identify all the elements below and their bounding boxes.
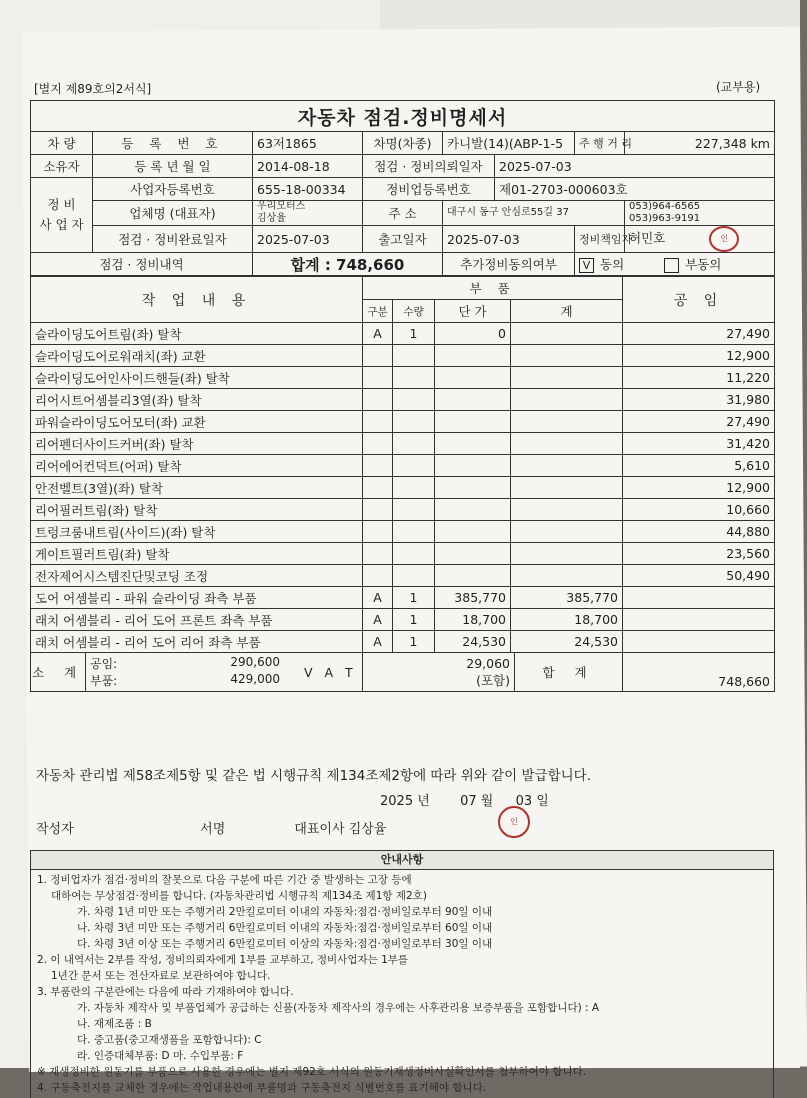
labor-cell <box>623 631 775 653</box>
note-line: 1. 정비업자가 점검·정비의 잘못으로 다음 구분에 따른 기간 중 발생하는 고장 등에 <box>37 874 412 886</box>
work-cell: 리어시트어셈블리3열(좌) 탈착 <box>31 389 363 411</box>
business-label <box>31 178 93 253</box>
labor-cell: 12,900 <box>623 345 775 367</box>
labor-cell: 31,420 <box>623 433 775 455</box>
sum-cell <box>511 543 623 565</box>
shop-reg-label: 정비업등록번호 <box>363 178 495 201</box>
issue-date <box>380 790 549 809</box>
request-date-label: 점검 · 정비의뢰일자 <box>363 155 495 178</box>
type-cell: A <box>363 587 393 609</box>
qty-cell <box>393 433 435 455</box>
qty-cell: 1 <box>393 631 435 653</box>
vat-label: V A T <box>304 664 357 680</box>
vat-note: (포함) <box>476 672 510 688</box>
subtotal-labor-label: 공임: <box>90 657 118 671</box>
request-date: 2025-07-03 <box>495 155 775 178</box>
vat-cell <box>363 653 623 692</box>
table-row <box>31 477 775 499</box>
type-cell <box>363 345 393 367</box>
biz-no: 655-18-00334 <box>253 178 363 201</box>
subtotal-label: 소 계 <box>31 665 85 680</box>
address-label: 주 소 <box>363 201 443 226</box>
phone-1: 053)964-6565 <box>629 201 701 212</box>
subtotal-parts-label: 부품: <box>90 674 118 688</box>
work-cell: 슬라이딩도어트림(좌) 탈착 <box>31 323 363 345</box>
work-cell: 안전벨트(3열)(좌) 탈착 <box>31 477 363 499</box>
issue-month: 07 <box>460 794 477 809</box>
unit-cell <box>435 389 511 411</box>
note-line: 4. 구동축전지를 교체한 경우에는 작업내용란에 부품명과 구동축전지 식별번호를 표기해야 합니다. <box>37 1082 487 1094</box>
qty-cell: 1 <box>393 587 435 609</box>
labor-cell: 23,560 <box>623 543 775 565</box>
note-line: 1년간 문서 또는 전산자료로 보관하여야 합니다. <box>51 970 271 982</box>
work-cell: 전자제어시스템진단및코딩 조정 <box>31 565 363 587</box>
ceo-name: 대표이사 김상율 <box>294 822 387 837</box>
work-cell: 리어필러트림(좌) 탈착 <box>31 499 363 521</box>
work-cell: 도어 어셈블리 - 파워 슬라이딩 좌측 부품 <box>31 587 363 609</box>
labor-cell: 5,610 <box>623 455 775 477</box>
work-cell: 트렁크룸내트림(사이드)(좌) 탈착 <box>31 521 363 543</box>
note-line: 나. 재제조품 : B <box>77 1018 152 1030</box>
model-label: 차명(차종) <box>363 132 443 155</box>
unit-cell: 0 <box>435 323 511 345</box>
biz-no-label: 사업자등록번호 <box>93 178 253 201</box>
col-parts: 부 품 <box>363 277 623 300</box>
note-line: 라. 인증대체부품: D 마. 수입부품: F <box>77 1050 244 1062</box>
mileage-label: 주 행 거 리 <box>575 132 625 155</box>
sign-label: 서명 <box>200 822 226 837</box>
unit-cell <box>435 499 511 521</box>
business-label-b: 사 업 자 <box>39 217 84 232</box>
reg-no-label: 등 록 번 호 <box>93 132 253 155</box>
table-row <box>31 345 775 367</box>
sum-cell <box>511 499 623 521</box>
owner-label-b: 소유자 <box>31 155 93 178</box>
unit-cell <box>435 411 511 433</box>
notes-title: 안내사항 <box>30 850 774 870</box>
qty-cell <box>393 411 435 433</box>
unit-cell: 18,700 <box>435 609 511 631</box>
type-cell <box>363 477 393 499</box>
unit-cell <box>435 367 511 389</box>
col-type: 구분 <box>363 300 393 323</box>
table-row <box>31 521 775 543</box>
labor-cell: 27,490 <box>623 323 775 345</box>
manager-seal: 인 <box>709 226 739 252</box>
labor-cell: 12,900 <box>623 477 775 499</box>
subtotal-parts: 429,000 <box>230 672 280 686</box>
disagree-label: 부동의 <box>685 257 722 272</box>
unit-cell <box>435 477 511 499</box>
signature-line <box>36 818 386 837</box>
writer-label: 작성자 <box>36 822 74 837</box>
qty-cell <box>393 367 435 389</box>
labor-cell <box>623 587 775 609</box>
sum-cell <box>511 565 623 587</box>
phone-cell <box>625 201 775 226</box>
unit-cell <box>435 543 511 565</box>
table-row <box>31 631 775 653</box>
release-label: 출고일자 <box>363 226 443 253</box>
sum-cell: 385,770 <box>511 587 623 609</box>
model: 카니발(14)(ABP-1-5 <box>443 132 575 155</box>
done-date: 2025-07-03 <box>253 226 363 253</box>
note-line: 가. 차령 1년 미만 또는 주행거리 2만킬로미터 이내의 자동차:점검·정비일로부터 90일 이내 <box>77 906 493 918</box>
unit-cell: 385,770 <box>435 587 511 609</box>
qty-cell <box>393 477 435 499</box>
col-sum: 계 <box>511 300 623 323</box>
work-cell: 리어펜더사이드커버(좌) 탈착 <box>31 433 363 455</box>
work-cell: 파워슬라이딩도어모터(좌) 교환 <box>31 411 363 433</box>
work-cell: 래치 어셈블리 - 리어 도어 프론트 좌측 부품 <box>31 609 363 631</box>
note-line: 다. 중고품(중고재생품을 포함합니다): C <box>77 1034 262 1046</box>
qty-cell <box>393 543 435 565</box>
sum-cell <box>511 367 623 389</box>
note-line: 다. 차령 3년 이상 또는 주행거리 6만킬로미터 이상의 자동차:점검·정비일로부터 30일 이내 <box>77 938 493 950</box>
agree-label: 동의 <box>600 257 625 272</box>
sum-cell <box>511 411 623 433</box>
company-cell <box>253 201 363 226</box>
table-row <box>31 411 775 433</box>
sum-cell <box>511 389 623 411</box>
table-row <box>31 455 775 477</box>
table-row <box>31 499 775 521</box>
manager-cell <box>625 226 775 253</box>
labor-cell: 44,880 <box>623 521 775 543</box>
col-unit: 단 가 <box>435 300 511 323</box>
type-cell: A <box>363 631 393 653</box>
type-cell <box>363 367 393 389</box>
col-labor: 공 임 <box>623 277 775 323</box>
subtotal-cell <box>31 653 363 692</box>
type-cell <box>363 543 393 565</box>
qty-cell: 1 <box>393 323 435 345</box>
shop-reg-no: 제01-2703-000603호 <box>495 178 775 201</box>
qty-cell <box>393 521 435 543</box>
note-line: 나. 차령 3년 미만 또는 주행거리 6만킬로미터 이내의 자동차:점검·정비일로부터 60일 이내 <box>77 922 493 934</box>
grand-total-label: 합 계 <box>542 665 595 680</box>
sum-cell <box>511 345 623 367</box>
table-row <box>31 433 775 455</box>
grand-total: 748,660 <box>623 653 775 692</box>
vat-amount: 29,060 <box>466 655 510 671</box>
agree-checkbox[interactable]: V <box>579 258 594 273</box>
reg-date-label: 등 록 년 월 일 <box>93 155 253 178</box>
note-line: 대하여는 무상점검·정비를 합니다. (자동차관리법 시행규칙 제134조 제1항 제2호) <box>51 890 427 902</box>
sum-cell <box>511 323 623 345</box>
qty-cell <box>393 499 435 521</box>
reg-date: 2014-08-18 <box>253 155 363 178</box>
header-table <box>30 100 775 276</box>
summary-label: 점검 · 정비내역 <box>31 253 253 276</box>
work-cell: 슬라이딩도어인사이드핸들(좌) 탈착 <box>31 367 363 389</box>
document-title: 자동차 점검.정비명세서 <box>31 101 775 132</box>
work-table <box>30 276 775 692</box>
owner-label-a: 차 량 <box>31 132 93 155</box>
note-line: ※ 재생정비한 원동기를 부품으로 사용한 경우에는 별지 제92호 서식의 원동기재생정비사실확인서를 첨부하여야 합니다. <box>37 1066 587 1078</box>
qty-cell <box>393 345 435 367</box>
subtotal-labor: 290,600 <box>230 655 280 669</box>
issue-day: 03 <box>515 794 533 809</box>
unit-cell <box>435 433 511 455</box>
type-cell: A <box>363 609 393 631</box>
type-cell <box>363 521 393 543</box>
table-row <box>31 587 775 609</box>
manager-name: 허민호 <box>629 230 666 246</box>
col-work: 작 업 내 용 <box>31 277 363 323</box>
qty-cell <box>393 455 435 477</box>
issue-statement: 자동차 관리법 제58조제5항 및 같은 법 시행규칙 제134조제2항에 따라 위와 같이 발급합니다. <box>36 768 592 784</box>
table-row <box>31 367 775 389</box>
qty-cell <box>393 389 435 411</box>
company-rep: 김상율 <box>257 213 286 224</box>
reg-no: 63저1865 <box>253 132 363 155</box>
col-qty: 수량 <box>393 300 435 323</box>
issue-day-unit: 일 <box>536 794 549 809</box>
type-cell <box>363 411 393 433</box>
issue-month-unit: 월 <box>480 794 494 809</box>
note-line: 2. 이 내역서는 2부를 작성, 정비의뢰자에게 1부를 교부하고, 정비사업자는 1부를 <box>37 954 409 966</box>
sum-cell <box>511 433 623 455</box>
labor-cell: 31,980 <box>623 389 775 411</box>
labor-cell: 10,660 <box>623 499 775 521</box>
work-cell: 리어에어컨덕트(어퍼) 탈착 <box>31 455 363 477</box>
note-line: 3. 부품란의 구분란에는 다음에 따라 기재하여야 합니다. <box>37 986 294 998</box>
type-cell <box>363 499 393 521</box>
address: 대구시 동구 안심로55길 37 <box>443 201 625 226</box>
sum-cell: 24,530 <box>511 631 623 653</box>
labor-cell: 27,490 <box>623 411 775 433</box>
type-cell: A <box>363 323 393 345</box>
copy-label: (교부용) <box>716 80 761 94</box>
consent-label: 추가정비동의여부 <box>443 253 575 276</box>
work-cell: 슬라이딩도어로워래치(좌) 교환 <box>31 345 363 367</box>
labor-cell <box>623 609 775 631</box>
release-date: 2025-07-03 <box>443 226 575 253</box>
qty-cell: 1 <box>393 609 435 631</box>
mileage: 227,348 km <box>625 132 775 155</box>
sum-cell <box>511 477 623 499</box>
unit-cell <box>435 455 511 477</box>
consent-cell <box>575 253 775 276</box>
table-row <box>31 389 775 411</box>
sum-cell: 18,700 <box>511 609 623 631</box>
company-label: 업체명 (대표자) <box>93 201 253 226</box>
work-cell: 게이트필러트림(좌) 탈착 <box>31 543 363 565</box>
table-row <box>31 323 775 345</box>
table-row <box>31 609 775 631</box>
sum-cell <box>511 521 623 543</box>
form-number: [별지 제89호의2서식] <box>34 82 152 96</box>
type-cell <box>363 433 393 455</box>
type-cell <box>363 565 393 587</box>
manager-label: 정비책임자 <box>575 226 625 253</box>
labor-cell: 50,490 <box>623 565 775 587</box>
summary-total: 합계 : 748,660 <box>253 253 443 276</box>
notes-section <box>30 850 774 1098</box>
table-row <box>31 543 775 565</box>
table-row <box>31 565 775 587</box>
note-line: 가. 자동차 제작사 및 부품업체가 공급하는 신품(자동차 제작사의 경우에는 사후관리용 보증부품을 포함합니다) : A <box>77 1002 600 1014</box>
type-cell <box>363 389 393 411</box>
unit-cell <box>435 565 511 587</box>
sum-cell <box>511 455 623 477</box>
company-seal: 인 <box>498 806 530 838</box>
unit-cell <box>435 521 511 543</box>
done-date-label: 점검 · 정비완료일자 <box>93 226 253 253</box>
type-cell <box>363 455 393 477</box>
work-cell: 래치 어셈블리 - 리어 도어 리어 좌측 부품 <box>31 631 363 653</box>
unit-cell: 24,530 <box>435 631 511 653</box>
phone-2: 053)963-9191 <box>629 213 701 224</box>
issue-year-unit: 년 <box>417 794 430 809</box>
unit-cell <box>435 345 511 367</box>
labor-cell: 11,220 <box>623 367 775 389</box>
issue-year: 2025 <box>380 794 414 809</box>
inspection-form <box>30 100 774 692</box>
notes-lines <box>30 870 774 1098</box>
disagree-checkbox[interactable] <box>664 258 679 273</box>
company-name: 우리모터스 <box>257 201 306 212</box>
qty-cell <box>393 565 435 587</box>
business-label-a: 정 비 <box>47 197 76 212</box>
